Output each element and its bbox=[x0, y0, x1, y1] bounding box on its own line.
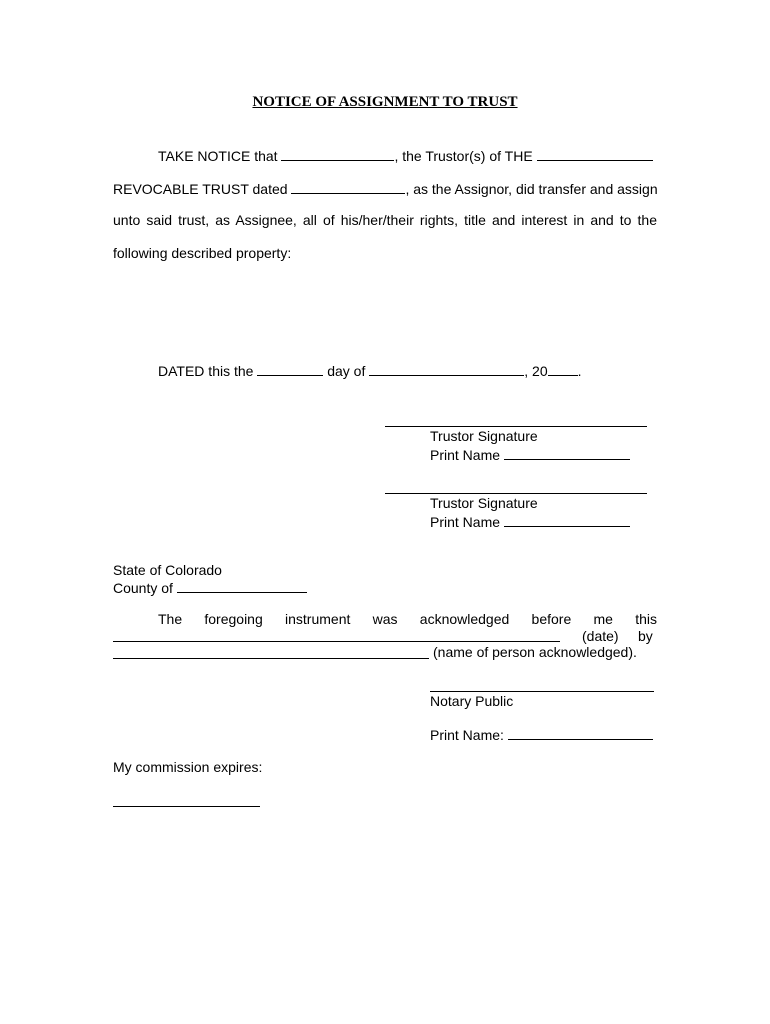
signature-line-2[interactable] bbox=[385, 493, 647, 494]
county-blank[interactable] bbox=[177, 579, 307, 593]
revocable-trust-dated-text: REVOCABLE TRUST dated bbox=[113, 181, 288, 197]
state-label: State of Colorado bbox=[113, 562, 222, 578]
take-notice-text: TAKE NOTICE that bbox=[158, 148, 278, 164]
county-label: County of bbox=[113, 580, 173, 596]
ack-word: acknowledged bbox=[419, 611, 510, 627]
ack-word: was bbox=[372, 611, 398, 627]
ack-word: this bbox=[635, 611, 657, 627]
acknowledgment-line1 bbox=[158, 611, 657, 627]
year-prefix-text: , 20 bbox=[524, 363, 548, 379]
signature-line-1[interactable] bbox=[385, 426, 647, 427]
commission-label: My commission expires: bbox=[113, 759, 263, 775]
print-name-row-1 bbox=[430, 446, 630, 463]
notary-print-name-label: Print Name: bbox=[430, 727, 504, 743]
para1-line1 bbox=[158, 147, 653, 164]
county-row bbox=[113, 579, 307, 596]
ack-word: The bbox=[158, 611, 183, 627]
trust-date-blank[interactable] bbox=[291, 180, 405, 194]
notary-print-name-blank[interactable] bbox=[508, 726, 653, 740]
ack-word: me bbox=[593, 611, 613, 627]
day-blank[interactable] bbox=[257, 362, 323, 376]
ack-date-label: (date) bbox=[582, 628, 619, 644]
para1-line4: following described property: bbox=[113, 245, 292, 261]
print-name-blank-1[interactable] bbox=[504, 446, 630, 460]
trustors-of-the-text: , the Trustor(s) of THE bbox=[394, 148, 533, 164]
print-name-blank-2[interactable] bbox=[504, 513, 630, 527]
print-name-label-1: Print Name bbox=[430, 447, 501, 463]
month-blank[interactable] bbox=[369, 362, 524, 376]
signature-label-2: Trustor Signature bbox=[430, 495, 538, 511]
ack-name-blank[interactable] bbox=[113, 658, 429, 659]
print-name-row-2 bbox=[430, 513, 630, 530]
period-text: . bbox=[577, 363, 582, 379]
para1-line2 bbox=[113, 180, 658, 197]
trustor-name-blank[interactable] bbox=[281, 147, 394, 161]
signature-label-1: Trustor Signature bbox=[430, 428, 538, 444]
commission-expiry-blank[interactable] bbox=[113, 806, 260, 807]
dated-this-the-text: DATED this the bbox=[158, 363, 254, 379]
ack-by-label: by bbox=[638, 628, 653, 644]
ack-date-blank[interactable] bbox=[113, 641, 560, 642]
print-name-label-2: Print Name bbox=[430, 514, 501, 530]
ack-word: instrument bbox=[285, 611, 351, 627]
dated-line bbox=[158, 362, 582, 379]
ack-name-label: (name of person acknowledged). bbox=[433, 644, 637, 660]
ack-word: foregoing bbox=[204, 611, 263, 627]
trust-name-blank[interactable] bbox=[537, 147, 653, 161]
year-blank[interactable] bbox=[548, 362, 578, 376]
notary-print-name-row bbox=[430, 726, 653, 743]
as-assignor-text: , as the Assignor, did transfer and assign bbox=[405, 181, 658, 197]
document-title: NOTICE OF ASSIGNMENT TO TRUST bbox=[252, 94, 518, 110]
notary-public-label: Notary Public bbox=[430, 693, 514, 709]
notary-signature-line[interactable] bbox=[430, 691, 654, 692]
day-of-text: day of bbox=[327, 363, 366, 379]
para1-line3: unto said trust, as Assignee, all of his/her/their rights, title and interest in and to the bbox=[113, 212, 657, 228]
ack-word: before bbox=[531, 611, 572, 627]
